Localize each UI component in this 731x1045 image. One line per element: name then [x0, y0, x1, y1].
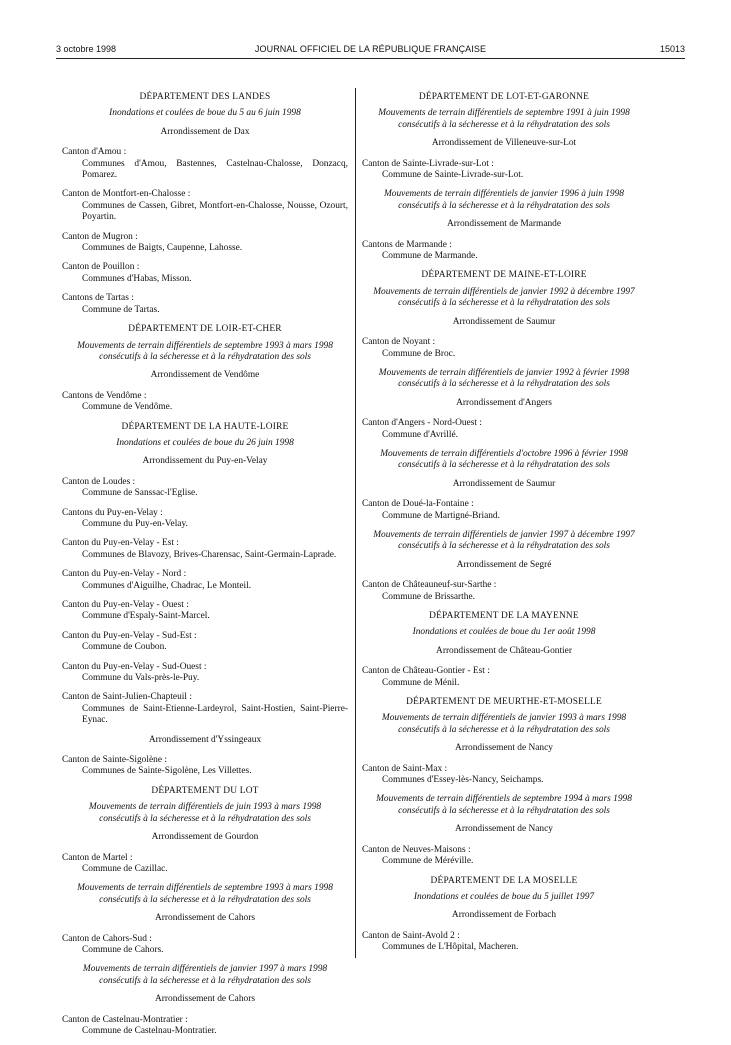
canton-label: Canton du Puy-en-Velay - Sud-Est :: [62, 630, 197, 641]
left-column: [62, 92, 348, 1045]
canton-label: Canton de Pouillon :: [62, 262, 140, 273]
department-heading: DÉPARTEMENT DE LOIR-ET-CHER: [128, 324, 282, 335]
phenomenon-label: Mouvements de terrain différentiels de juin 1993 à mars 1998 consécutifs à la sécheresse et à la réhydratation des sols: [88, 802, 322, 824]
department-section: [362, 697, 646, 867]
canton-label: Canton de Saint-Max :: [362, 763, 448, 774]
canton-label: Canton du Puy-en-Velay - Est :: [62, 538, 179, 549]
phenomenon-label: Inondations et coulées de boue du 26 juin 1998: [116, 437, 294, 448]
journal-title: JOURNAL OFFICIEL DE LA RÉPUBLIQUE FRANÇAISE: [254, 44, 487, 54]
canton-label: Canton du Puy-en-Velay - Ouest :: [62, 600, 189, 610]
canton-label: Canton de Castelnau-Montratier :: [62, 1014, 188, 1025]
canton-label: Canton de Martel :: [62, 852, 133, 863]
arrondissement-heading: Arrondissement d'Angers: [456, 397, 552, 408]
header-rule: [56, 58, 685, 59]
arrondissement-heading: Arrondissement de Villeneuve-sur-Lot: [431, 138, 577, 149]
phenomenon-label: Mouvements de terrain différentiels d'octobre 1996 à février 1998 consécutifs à la sécheresse et à la réhydratation des sols: [380, 448, 628, 471]
department-section: [62, 786, 348, 1038]
canton-label: Canton de Mugron :: [62, 231, 138, 242]
canton-label: Canton de Sainte-Livrade-sur-Lot :: [362, 158, 494, 169]
canton-label: Cantons de Marmande :: [362, 239, 452, 250]
arrondissement-heading: Arrondissement de Saumur: [452, 478, 556, 489]
phenomenon-label: Mouvements de terrain différentiels de septembre 1991 à juin 1998 consécutifs à la sécheresse et à la réhydratation des sols: [378, 108, 630, 130]
canton-label: Canton d'Angers - Nord-Ouest :: [362, 418, 482, 429]
phenomenon-label: Inondations et coulées de boue du 1er août 1998: [412, 627, 596, 638]
arrondissement-heading: Arrondissement de Nancy: [455, 824, 553, 835]
department-section: [62, 422, 348, 778]
commune-list: Commune de Vendôme.: [82, 402, 173, 413]
arrondissement-heading: Arrondissement de Cahors: [155, 994, 255, 1005]
canton-label: Canton de Château-Gontier - Est :: [362, 666, 490, 677]
department-heading: DÉPARTEMENT DE MAINE-ET-LOIRE: [421, 270, 587, 281]
arrondissement-heading: Arrondissement de Cahors: [155, 913, 255, 924]
commune-list: Commune de Cazillac.: [82, 863, 168, 874]
column-divider: [355, 88, 356, 958]
phenomenon-label: Mouvements de terrain différentiels de septembre 1993 à mars 1998 consécutifs à la sécheresse et à la réhydratation des sols: [77, 883, 333, 905]
canton-label: Canton de Saint-Julien-Chapteuil :: [62, 692, 192, 703]
arrondissement-heading: Arrondissement de Gourdon: [151, 832, 259, 843]
commune-list: Communes de L'Hôpital, Macheren.: [382, 942, 519, 953]
canton-label: Canton de Neuves-Maisons :: [362, 844, 471, 855]
arrondissement-heading: Arrondissement de Château-Gontier: [436, 645, 572, 656]
commune-list: Communes de Cassen, Gibret, Montfort-en-Chalosse, Nousse, Ozourt, Poyartin.: [82, 200, 348, 223]
commune-list: Communes d'Amou, Bastennes, Castelnau-Chalosse, Donzacq, Pomarez.: [82, 158, 348, 181]
commune-list: Communes de Saint-Etienne-Lardeyrol, Saint-Hostien, Saint-Pierre-Eynac.: [82, 703, 348, 726]
commune-list: Communes de Sainte-Sigolène, Les Villettes.: [82, 766, 252, 777]
canton-label: Canton de Saint-Avold 2 :: [362, 930, 460, 941]
commune-list: Commune de Marmande.: [382, 251, 478, 262]
commune-list: Commune de Coubon.: [82, 642, 167, 653]
canton-label: Canton de Cahors-Sud :: [62, 933, 152, 944]
page-header: [56, 40, 685, 56]
commune-list: Commune de Tartas.: [82, 304, 160, 315]
arrondissement-heading: Arrondissement de Saumur: [452, 316, 556, 327]
page-number: 15013: [659, 44, 685, 54]
department-heading: DÉPARTEMENT DE LOT-ET-GARONNE: [418, 92, 590, 102]
department-section: [362, 611, 646, 689]
commune-list: Commune de Brissarthe.: [382, 591, 475, 602]
arrondissement-heading: Arrondissement de Vendôme: [150, 370, 260, 381]
commune-list: Commune du Puy-en-Velay.: [82, 518, 188, 529]
arrondissement-heading: Arrondissement du Puy-en-Velay: [142, 456, 268, 467]
phenomenon-label: Mouvements de terrain différentiels de janvier 1997 à décembre 1997 consécutifs à la sécheresse et à la réhydratation des sols: [373, 529, 635, 552]
department-heading: DÉPARTEMENT DE LA MOSELLE: [430, 875, 578, 886]
commune-list: Commune de Ménil.: [382, 677, 460, 688]
phenomenon-label: Inondations et coulées de boue du 5 juillet 1997: [413, 891, 595, 902]
phenomenon-label: Mouvements de terrain différentiels de septembre 1994 à mars 1998 consécutifs à la sécheresse et à la réhydratation des sols: [376, 794, 632, 816]
commune-list: Commune de Martigné-Briand.: [382, 510, 500, 521]
canton-label: Canton de Loudes :: [62, 476, 136, 487]
phenomenon-label: Inondations et coulées de boue du 5 au 6 juin 1998: [109, 108, 301, 119]
department-section: [362, 270, 646, 603]
right-column: [362, 92, 646, 962]
arrondissement-heading: Arrondissement de Dax: [160, 126, 250, 137]
canton-label: Canton de Doué-la-Fontaine :: [362, 499, 474, 510]
canton-label: Cantons de Tartas :: [62, 293, 134, 304]
canton-label: Canton de Montfort-en-Chalosse :: [62, 189, 191, 200]
canton-label: Cantons de Vendôme :: [62, 390, 147, 401]
department-heading: DÉPARTEMENT DE MEURTHE-ET-MOSELLE: [406, 697, 602, 708]
phenomenon-label: Mouvements de terrain différentiels de janvier 1992 à décembre 1997 consécutifs à la sécheresse et à la réhydratation des sols: [373, 286, 635, 309]
department-heading: DÉPARTEMENT DE LA MAYENNE: [429, 611, 579, 621]
commune-list: Commune de Sanssac-l'Eglise.: [82, 488, 198, 499]
commune-list: Communes d'Habas, Misson.: [82, 273, 192, 284]
phenomenon-label: Mouvements de terrain différentiels de janvier 1997 à mars 1998 consécutifs à la sécheresse et à la réhydratation des sols: [82, 964, 328, 986]
phenomenon-label: Mouvements de terrain différentiels de janvier 1996 à juin 1998 consécutifs à la sécheresse et à la réhydratation des sols: [384, 189, 624, 211]
department-heading: DÉPARTEMENT DES LANDES: [139, 92, 271, 102]
phenomenon-label: Mouvements de terrain différentiels de septembre 1993 à mars 1998 consécutifs à la sécheresse et à la réhydratation des sols: [77, 340, 333, 362]
commune-list: Commune de Méréville.: [382, 856, 474, 867]
phenomenon-label: Mouvements de terrain différentiels de janvier 1993 à mars 1998 consécutifs à la sécheresse et à la réhydratation des sols: [381, 713, 627, 735]
arrondissement-heading: Arrondissement de Marmande: [446, 219, 562, 230]
department-section: [62, 324, 348, 413]
canton-label: Canton du Puy-en-Velay - Nord :: [62, 569, 187, 580]
canton-label: Canton de Noyant :: [362, 337, 436, 348]
arrondissement-heading: Arrondissement d'Yssingeaux: [148, 734, 262, 745]
canton-label: Canton du Puy-en-Velay - Sud-Ouest :: [62, 661, 207, 672]
canton-label: Canton de Châteauneuf-sur-Sarthe :: [362, 580, 497, 591]
canton-label: Cantons du Puy-en-Velay :: [62, 507, 163, 518]
commune-list: Commune d'Avrillé.: [382, 429, 458, 440]
commune-list: Communes d'Essey-lès-Nancy, Seichamps.: [382, 775, 544, 786]
commune-list: Commune de Cahors.: [82, 944, 164, 955]
department-section: [362, 92, 646, 262]
commune-list: Commune de Sainte-Livrade-sur-Lot.: [382, 170, 524, 181]
department-section: [362, 876, 646, 954]
canton-label: Canton de Sainte-Sigolène :: [62, 755, 167, 766]
commune-list: Commune de Castelnau-Montratier.: [82, 1025, 217, 1036]
arrondissement-heading: Arrondissement de Segré: [456, 559, 552, 570]
commune-list: Communes de Blavozy, Brives-Charensac, Saint-Germain-Laprade.: [82, 549, 337, 560]
issue-date: 3 octobre 1998: [56, 44, 117, 54]
commune-list: Communes d'Aiguilhe, Chadrac, Le Monteil.: [82, 580, 252, 591]
arrondissement-heading: Arrondissement de Forbach: [451, 910, 557, 921]
arrondissement-heading: Arrondissement de Nancy: [455, 743, 553, 754]
commune-list: Commune du Vals-près-le-Puy.: [82, 673, 200, 684]
department-heading: DÉPARTEMENT DU LOT: [151, 785, 259, 796]
department-heading: DÉPARTEMENT DE LA HAUTE-LOIRE: [121, 421, 289, 432]
commune-list: Commune de Broc.: [382, 348, 456, 359]
commune-list: Commune d'Espaly-Saint-Marcel.: [82, 611, 210, 622]
canton-label: Canton d'Amou :: [62, 147, 127, 158]
commune-list: Communes de Baigts, Caupenne, Lahosse.: [82, 243, 243, 254]
department-section: [62, 92, 348, 316]
phenomenon-label: Mouvements de terrain différentiels de janvier 1992 à février 1998 consécutifs à la sécheresse et à la réhydratation des sols: [378, 367, 630, 390]
